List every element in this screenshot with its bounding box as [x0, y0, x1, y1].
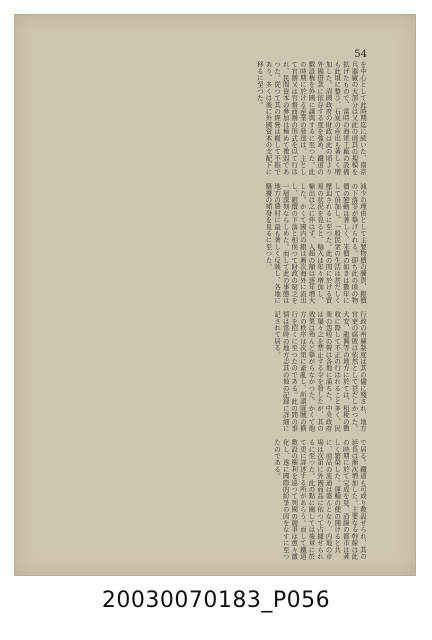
text-block-1 [55, 61, 367, 179]
paragraph: を中心として此時期迄に続いた、南京兵器廠の大部分は又此の頃其の規模を拡げたもので、當時の海軍工廠の設備も此頃に整ひ、石炭の産出も著しく増加した。清國政府の財政は此の頃より外國借款に依存する度を強め、鐵道の敷設権を外國に譲與するに至つた。此の時期に於ける産業の發達は、主として官辦又は官督商辦の形式を以て行はれ、民間資本の參加は極めて微弱であつた。從つて其の經營は概して不振であり、多くは後に外國資本の支配下に移るに至つた。 [255, 61, 367, 175]
text-block-4 [55, 439, 367, 565]
paragraph: 行政の州縣制度は其の儘に殘され、地方官吏の腐敗は依然として甚だしかつた。大安、龍興等の地方に於ては、租税の徴收に際して不正の行はれること多く、民衆の怨嗟の聲は各地に滿ちた。中央政府は屡々之を禁止する令を發したが、其の效果は殆んど擧がらなかつた。かくて地方の秩序は次第に紊亂し、所謂匪賊の横行を招くに至つたのである。此の間の事情は當時の地方志其の他の記録に詳細に記されて居る。 [273, 311, 367, 432]
document-page [14, 14, 416, 576]
image-caption: 20030070183_P056 [101, 588, 331, 613]
text-block-2 [55, 183, 367, 307]
paragraph: で居る。鐵道も可成り敷設せられ、其の延長は漸次増加した。主要なる幹線は此の時期に於て完成を見、沿線の都市は著しく繁榮した。運輸の便の開けると共に、商品の流通は盛んとなり、内地の市場は次第に外國商品に依つて占據せられるに至つた。此の點に關しては後章に於て更に詳述する所があらう。而して鐵道敷設の権利を巡つて列國の競爭は愈々激化し、遂に國際的紛爭の因をなすに至つたのである。 [273, 439, 367, 560]
text-block-3 [55, 311, 367, 435]
paragraph: 減少の理由として主要物價の騰貴、銀價の下落等が擧げられる。即ち此の頃の物價の變動は著しく、米價の如きは數年にして倍加し、一般民衆の生活は甚だしく壓迫されるに至つた。此の間に於ける貿易の状況を見ると、輸入は年々増加し、輸出は之に伴はず、入超の額は逐年増大した。かくて國内の銀は漸次海外に流出し、銀價の下落と相俟つて財政の窮乏を一層深刻ならしめた。而して此の事態は地方の農村に最も著しく反映し、各地に騷擾の頻發を見るに至つた。 [264, 183, 367, 304]
page-number: 54 [354, 49, 367, 60]
